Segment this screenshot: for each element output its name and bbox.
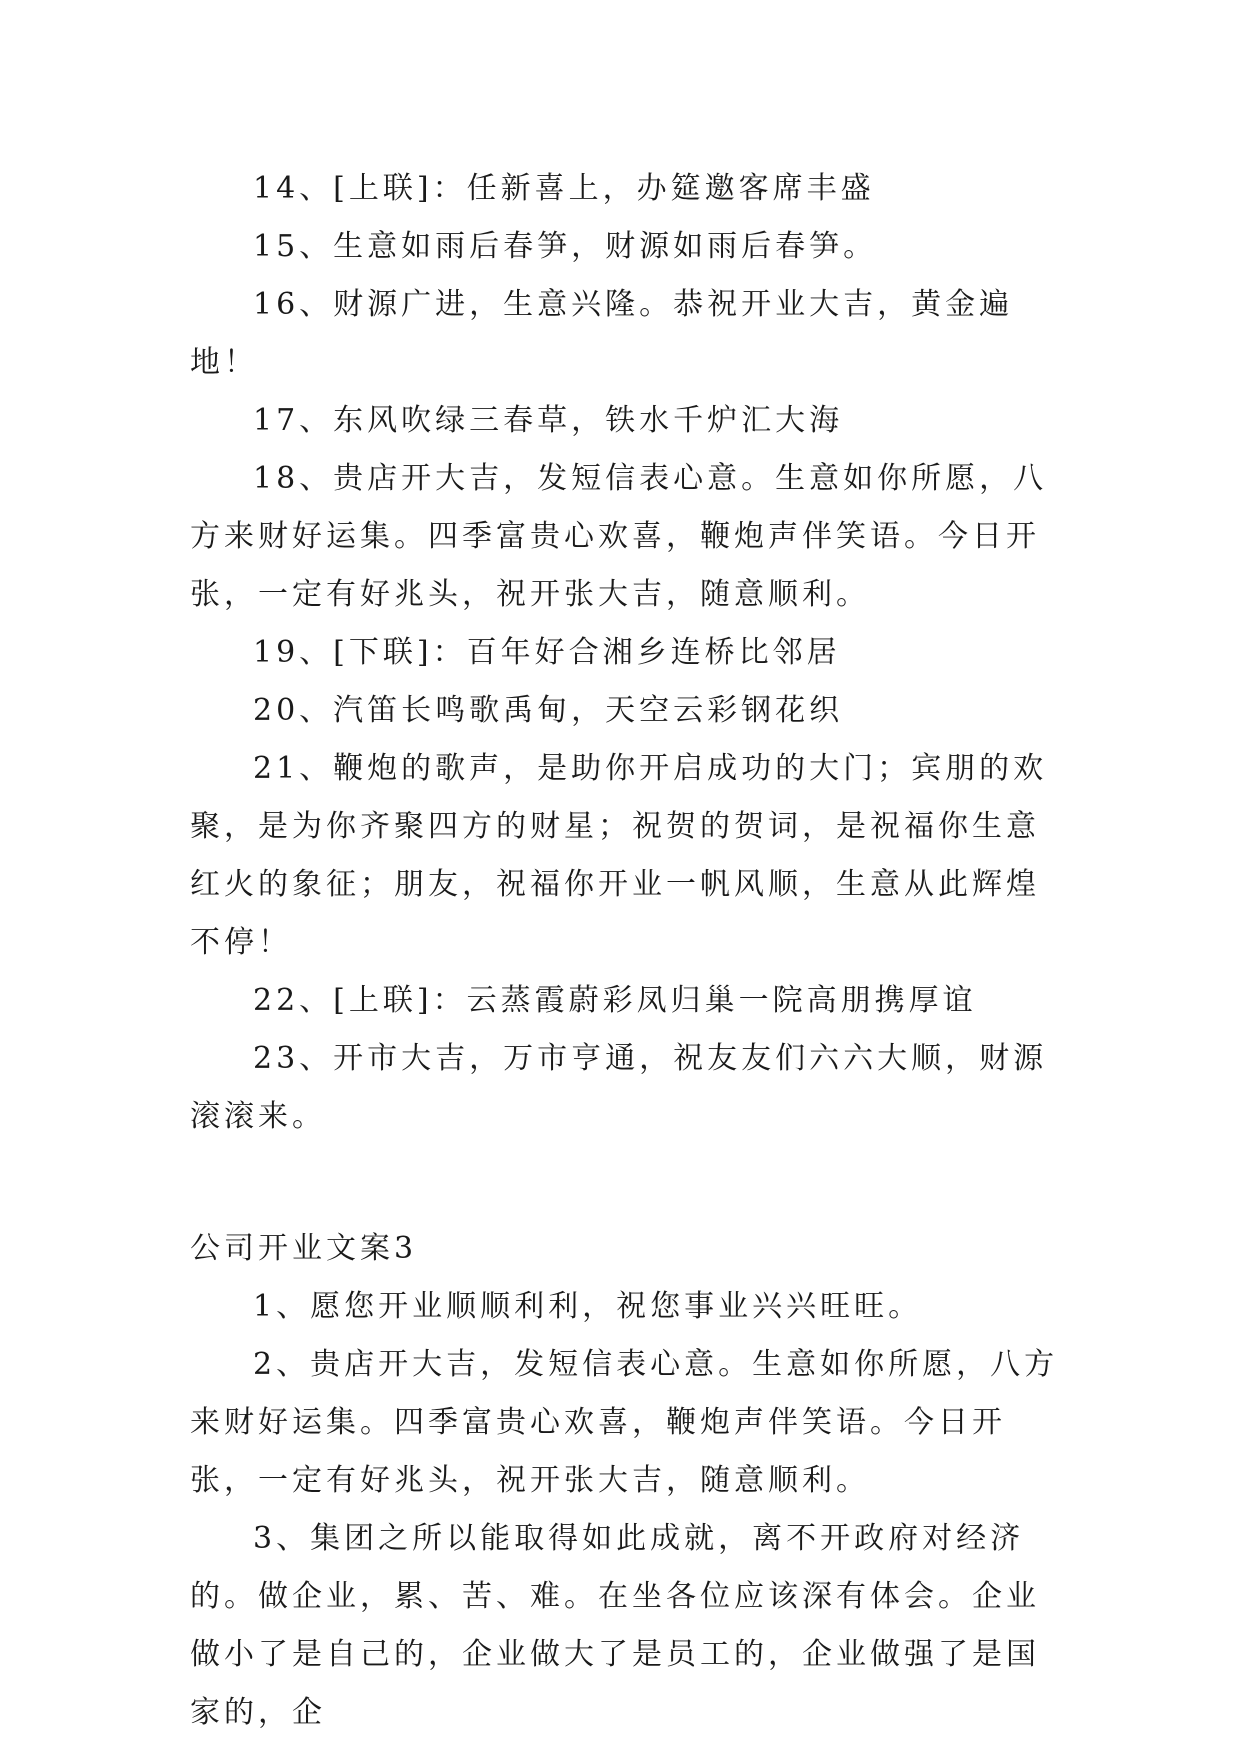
paragraph-item-17: 17、东风吹绿三春草，铁水千炉汇大海 [253, 403, 844, 438]
paragraph-item-15: 15、生意如雨后春笋，财源如雨后春笋。 [253, 229, 878, 264]
paragraph-item-22: 22、[上联]：云蒸霞蔚彩凤归巢一院高朋携厚谊 [253, 983, 977, 1018]
paragraph-item-23: 23、开市大吉，万市亨通，祝友友们六六大顺，财源滚滚来。 [190, 1041, 1048, 1134]
paragraph-item-21: 21、鞭炮的歌声，是助你开启成功的大门；宾朋的欢聚，是为你齐聚四方的财星；祝贺的贺词，是祝福你生意红火的象征；朋友，祝福你开业一帆风顺，生意从此辉煌不停！ [190, 751, 1048, 960]
document-content [190, 160, 1070, 1742]
paragraph-item-16: 16、财源广进，生意兴隆。恭祝开业大吉，黄金遍地！ [190, 287, 1014, 380]
paragraph-item-20: 20、汽笛长鸣歌禹甸，天空云彩钢花织 [253, 693, 844, 728]
paragraph-item-s3-3: 3、集团之所以能取得如此成就，离不开政府对经济的。做企业，累、苦、难。在坐各位应该深有体会。企业做小了是自己的，企业做大了是员工的，企业做强了是国家的，企 [190, 1521, 1040, 1730]
paragraph-item-s3-2: 2、贵店开大吉，发短信表心意。生意如你所愿，八方来财好运集。四季富贵心欢喜，鞭炮声伴笑语。今日开张，一定有好兆头，祝开张大吉，随意顺利。 [190, 1347, 1059, 1498]
paragraph-item-14: 14、[上联]：任新喜上，办筵邀客席丰盛 [253, 171, 875, 206]
section-title: 公司开业文案3 [190, 1231, 418, 1266]
paragraph-item-18: 18、贵店开大吉，发短信表心意。生意如你所愿，八方来财好运集。四季富贵心欢喜，鞭炮声伴笑语。今日开张，一定有好兆头，祝开张大吉，随意顺利。 [190, 461, 1048, 612]
paragraph-item-s3-1: 1、愿您开业顺顺利利，祝您事业兴兴旺旺。 [253, 1289, 923, 1324]
paragraph-item-19: 19、[下联]：百年好合湘乡连桥比邻居 [253, 635, 841, 670]
